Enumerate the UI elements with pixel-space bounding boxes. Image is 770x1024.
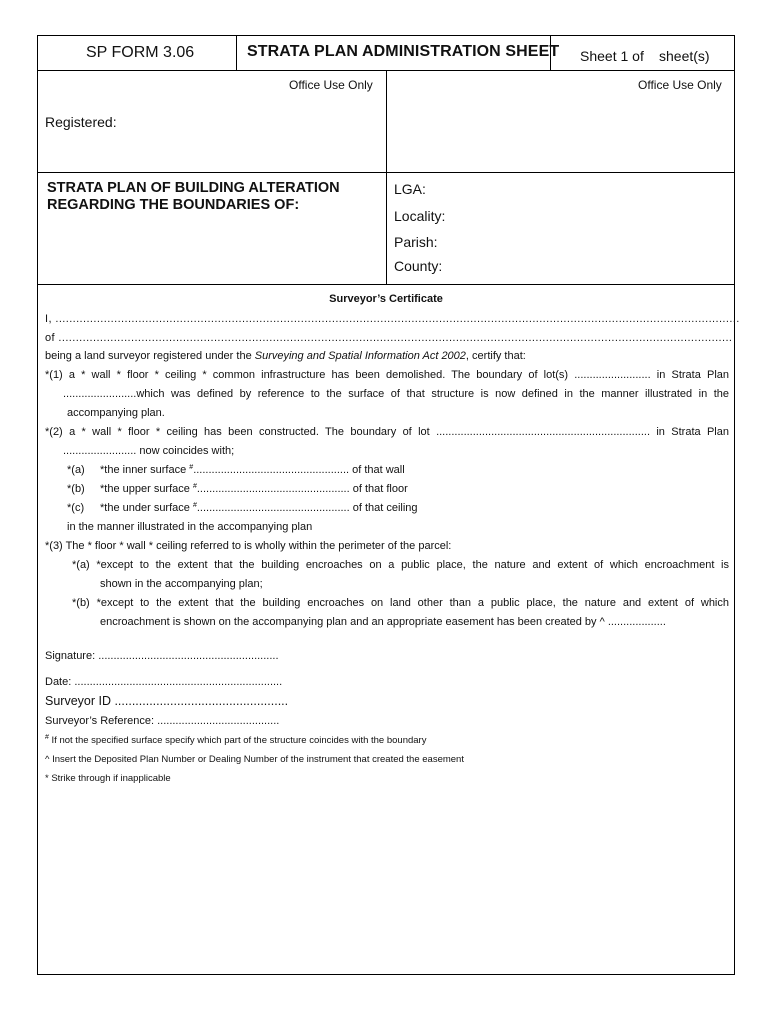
middle-divider (386, 70, 387, 284)
clause-3b-line1: *(b) *except to the extent that the building encroaches on land other than a public place, the nature and extent of which (72, 597, 729, 609)
sheet-prefix: Sheet 1 of (580, 48, 644, 64)
parish-label: Parish: (394, 234, 438, 250)
form-frame (37, 35, 740, 975)
clause-3a-line1: *(a) *except to the extent that the building encroaches on a public place, the nature and extent of which encroachment is (72, 559, 729, 571)
clause-3a-line2: shown in the accompanying plan; (100, 578, 263, 590)
hash-mark: # (192, 483, 197, 490)
clause-2a-number: *(a) (67, 464, 85, 476)
footnote-hash-text: If not the specified surface specify which part of the structure coincides with the boundary (48, 735, 427, 746)
clause-3b-line2: encroachment is shown on the accompanying plan and an appropriate easement has been created by ^ ................... (100, 616, 666, 628)
surveyor-id-field: Surveyor ID .................................................. (45, 694, 289, 708)
clause-1-line1: *(1) a * wall * floor * ceiling * common infrastructure has been demolished. The boundary of lot(s) ......................... in Strata Plan (45, 369, 729, 381)
sheet-suffix: sheet(s) (659, 48, 710, 64)
office-bottom-rule (38, 172, 734, 173)
hash-mark: # (192, 502, 197, 509)
footnote-hash-mark: # (45, 734, 49, 741)
plan-title-line2: REGARDING THE BOUNDARIES OF: (47, 197, 300, 213)
certificate-intro (45, 350, 526, 362)
clause-1-line2: ........................which was defined by reference to the surface of that structure is now defined in the manner illustrated in the (63, 388, 729, 400)
footnote-caret: ^ Insert the Deposited Plan Number or Dealing Number of the instrument that created the easement (45, 754, 464, 765)
clause-2-end: in the manner illustrated in the accompanying plan (67, 521, 313, 533)
clause-2c-number: *(c) (67, 502, 85, 514)
surveyor-address-line: of ................................................................................................................................................................................................... (45, 332, 733, 344)
lga-label: LGA: (394, 181, 426, 197)
county-label: County: (394, 258, 443, 274)
locality-label: Locality: (394, 208, 446, 224)
intro-text: being a land surveyor registered under the (45, 350, 255, 362)
date-field: Date: .................................................................... (45, 676, 283, 688)
office-use-left: Office Use Only (289, 78, 373, 92)
clause-3-line1: *(3) The * floor * wall * ceiling referred to is wholly within the perimeter of the parcel: (45, 540, 452, 552)
surveyor-name-line: I, ...................................................................................................................................................................................................... (45, 313, 740, 325)
clause-2b-pre: *the upper surface (100, 483, 193, 495)
clause-2c-pre: *the under surface (100, 502, 193, 514)
clause-2c-text (100, 502, 418, 514)
clause-2b-text (100, 483, 408, 495)
footnote-asterisk: * Strike through if inapplicable (45, 773, 171, 784)
clause-2a-post: ................................................... of that wall (193, 464, 405, 476)
clause-1-line3: accompanying plan. (67, 407, 165, 419)
intro-suffix: , certify that: (465, 350, 526, 362)
office-use-right: Office Use Only (638, 78, 722, 92)
registered-label: Registered: (45, 114, 117, 130)
certificate-heading: Surveyor’s Certificate (329, 293, 443, 305)
clause-2a-text (100, 464, 405, 476)
clause-2a-pre: *the inner surface (100, 464, 190, 476)
clause-2b-post: .................................................. of that floor (196, 483, 408, 495)
signature-field: Signature: ........................................................... (45, 650, 279, 662)
plan-title-line1: STRATA PLAN OF BUILDING ALTERATION (47, 180, 340, 196)
surveyor-reference-field: Surveyor’s Reference: ........................................ (45, 715, 280, 727)
hash-mark: # (189, 464, 194, 471)
plan-bottom-rule (38, 284, 734, 285)
clause-2-line1: *(2) a * wall * floor * ceiling has been constructed. The boundary of lot ...................................................................... in Strata Plan (45, 426, 729, 438)
clause-2-line2: ........................ now coincides with; (63, 445, 235, 457)
form-title: STRATA PLAN ADMINISTRATION SHEET (247, 43, 560, 60)
footnote-hash (45, 735, 426, 746)
clause-2c-post: .................................................. of that ceiling (196, 502, 418, 514)
act-name: Surveying and Spatial Information Act 2002 (254, 350, 466, 362)
clause-2b-number: *(b) (67, 483, 85, 495)
header-divider-1 (236, 36, 237, 70)
form-number: SP FORM 3.06 (86, 44, 195, 61)
